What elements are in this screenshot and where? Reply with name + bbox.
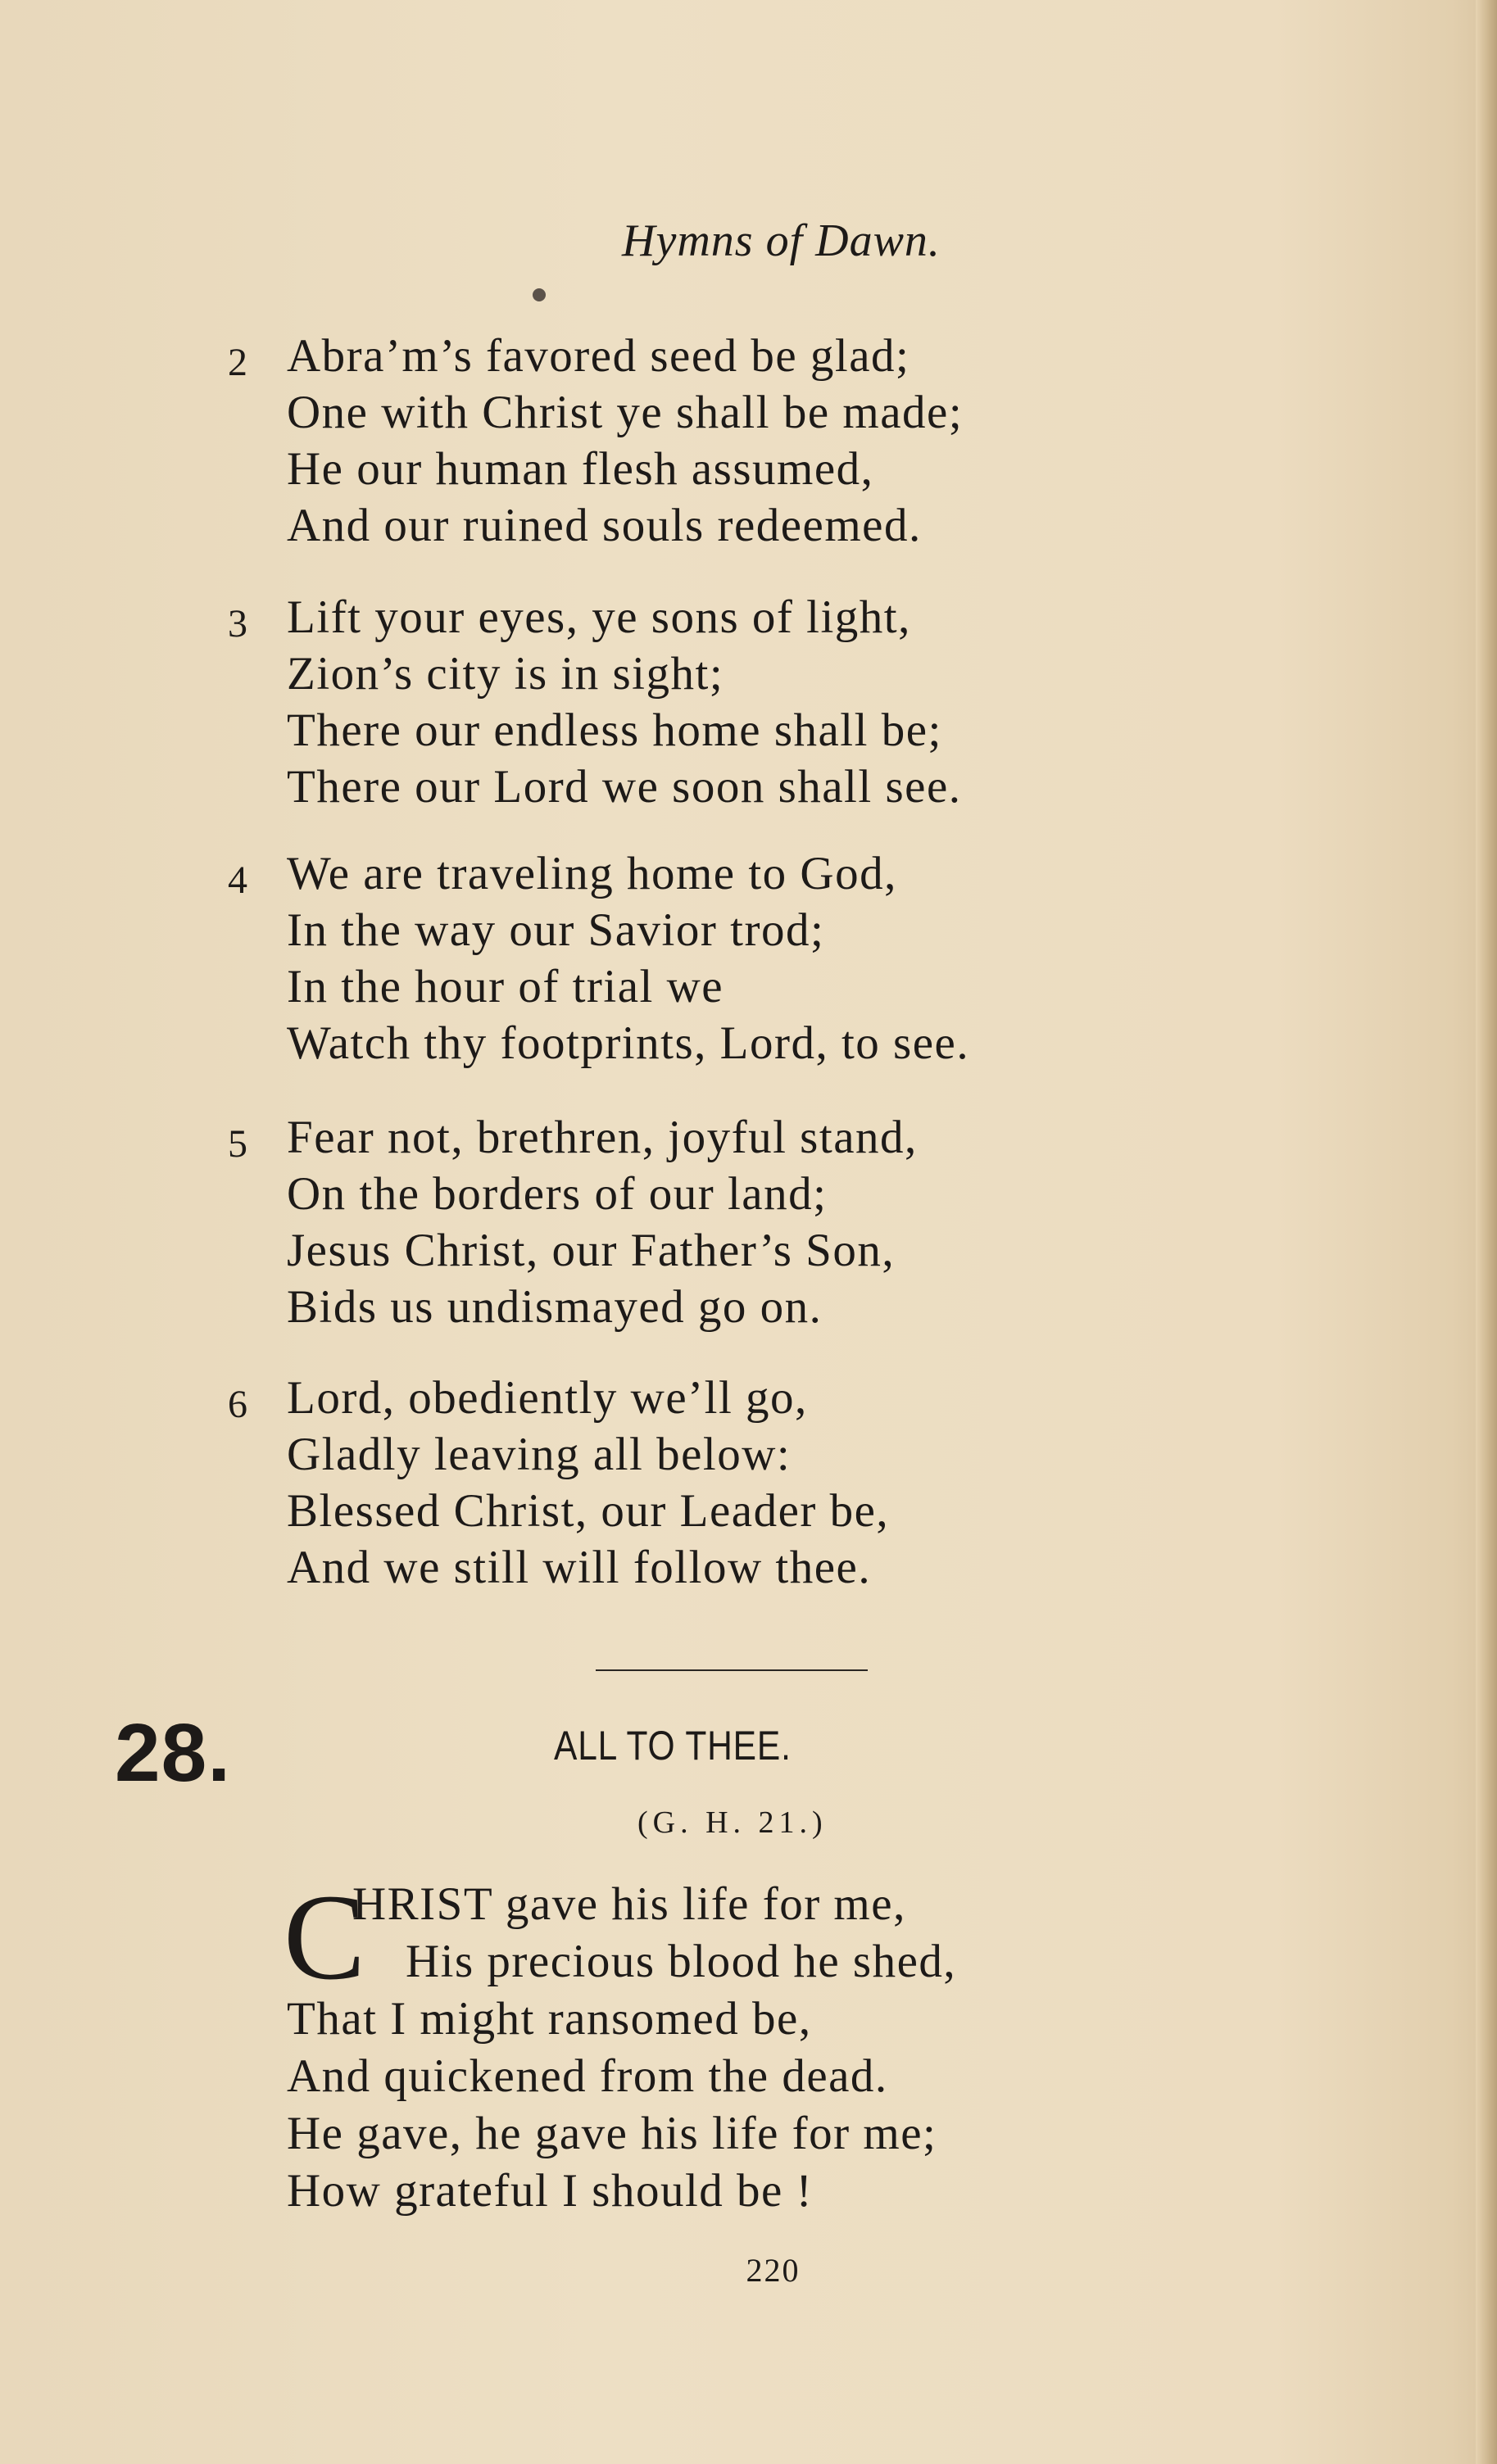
hymn-number: 28. xyxy=(115,1707,232,1799)
stanza-line: Bids us undismayed go on. xyxy=(287,1281,823,1333)
stanza-number: 5 xyxy=(228,1122,247,1166)
stanza-line: Lord, obediently we’ll go, xyxy=(287,1372,808,1424)
stanza xyxy=(287,845,969,1071)
stanza xyxy=(287,328,963,554)
stanza-line: Gladly leaving all below: xyxy=(287,1429,792,1480)
stanza-line: Blessed Christ, our Leader be, xyxy=(287,1485,890,1537)
stanza-line: We are traveling home to God, xyxy=(287,848,897,899)
drop-cap: C xyxy=(284,1869,366,2005)
verse-line: His precious blood he shed, xyxy=(406,1936,957,1987)
verse-line: That I might ransomed be, xyxy=(287,1993,812,2045)
verse-line: How grateful I should be ! xyxy=(287,2165,814,2217)
tune-reference: (G. H. 21.) xyxy=(637,1805,828,1840)
verse-line: And quickened from the dead. xyxy=(287,2050,888,2102)
stanza-line: And we still will follow thee. xyxy=(287,1542,872,1593)
stanza-line: Abra’m’s favored seed be glad; xyxy=(287,330,910,382)
stanza-line: In the way our Savior trod; xyxy=(287,904,825,956)
stanza xyxy=(287,1109,918,1335)
stanza-line: On the borders of our land; xyxy=(287,1168,828,1220)
stanza-number: 6 xyxy=(228,1383,247,1426)
verse-line: He gave, he gave his life for me; xyxy=(287,2108,937,2159)
stanza-number: 2 xyxy=(228,341,247,384)
hymn-verse xyxy=(287,1876,956,2220)
running-head: Hymns of Dawn. xyxy=(622,215,941,266)
stanza-number: 4 xyxy=(228,858,247,902)
stanza-number: 3 xyxy=(228,602,247,645)
stanza-line: Watch thy footprints, Lord, to see. xyxy=(287,1017,970,1069)
page-edge xyxy=(1476,0,1497,2464)
stanza-line: One with Christ ye shall be made; xyxy=(287,387,964,438)
stanza xyxy=(287,589,962,815)
stanza-line: Fear not, brethren, joyful stand, xyxy=(287,1112,918,1163)
stanza-line: There our endless home shall be; xyxy=(287,704,942,756)
ornament-dot xyxy=(533,288,546,301)
stanza-line: Jesus Christ, our Father’s Son, xyxy=(287,1225,896,1276)
verse-line: HRIST gave his life for me, xyxy=(352,1878,906,1930)
page-number: 220 xyxy=(746,2252,801,2289)
stanza-line: Zion’s city is in sight; xyxy=(287,648,724,700)
section-divider xyxy=(596,1669,868,1671)
stanza-line: There our Lord we soon shall see. xyxy=(287,761,962,813)
stanza-line: In the hour of trial we xyxy=(287,961,724,1012)
stanza xyxy=(287,1370,889,1596)
hymn-title: ALL TO THEE. xyxy=(554,1723,792,1769)
stanza-line: And our ruined souls redeemed. xyxy=(287,500,922,551)
stanza-line: Lift your eyes, ye sons of light, xyxy=(287,591,911,643)
stanza-line: He our human flesh assumed, xyxy=(287,443,874,495)
